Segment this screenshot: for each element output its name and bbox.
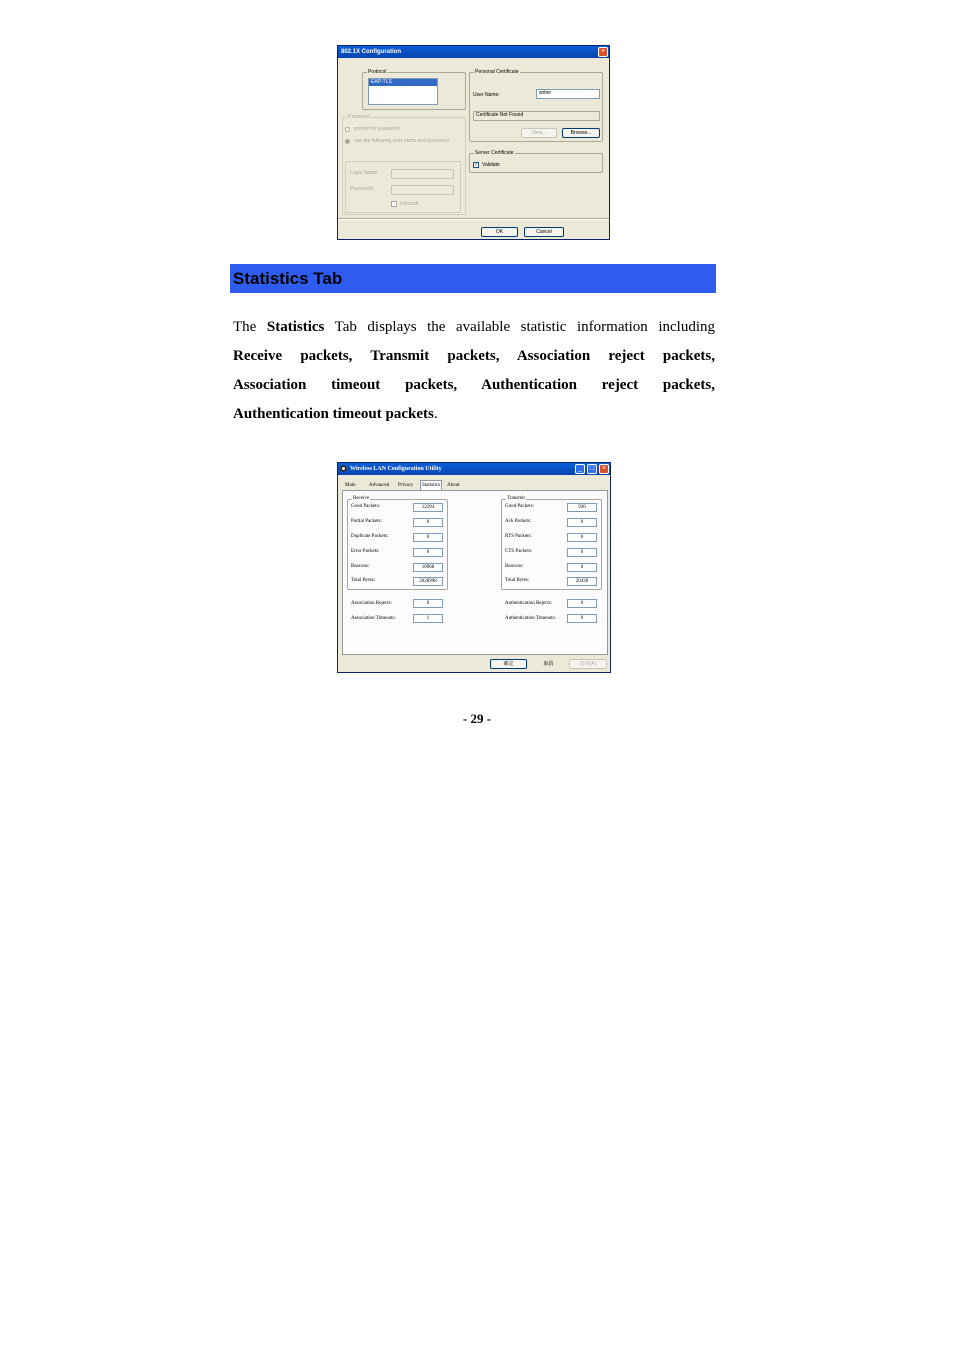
password-label: Password: (350, 186, 374, 192)
server-certificate-label: Server Certificate (475, 150, 514, 156)
page-number: - 29 - (462, 711, 492, 726)
statistics-panel (342, 490, 608, 655)
description-paragraph (233, 313, 715, 429)
transmit-group-label: Transmit (507, 496, 525, 501)
protocol-option-eap-tls[interactable]: EAP-TLS (369, 79, 437, 86)
dialog-8021x-titlebar (338, 46, 609, 58)
receive-good-packets-label: Good Packets: (351, 504, 381, 509)
user-name-input[interactable]: writer (536, 89, 600, 99)
validate-label: Validate (482, 162, 500, 168)
bold-run-auth-timeout: Authentication timeout packets (233, 406, 434, 422)
association-rejects-label: Association Rejects: (351, 601, 392, 606)
validate-checkbox[interactable]: ✓ (474, 162, 479, 168)
ok-button[interactable]: OK (481, 227, 518, 237)
transmit-cts-packets-value: 0 (567, 548, 597, 557)
receive-good-packets-value: 12294 (413, 503, 443, 512)
certificate-status-field: Certificate Not Found (473, 111, 600, 121)
transmit-cts-packets-label: CTS Packets: (505, 549, 533, 554)
receive-partial-packets-label: Partial Packets: (351, 519, 382, 524)
receive-duplicate-packets-label: Duplicate Packets: (351, 534, 389, 539)
authentication-timeouts-label: Authentication Timeouts: (505, 616, 556, 621)
paragraph-line-4 (233, 400, 715, 429)
cancel-button[interactable]: Cancel (524, 227, 564, 237)
receive-beacons-value: 10968 (413, 563, 443, 572)
maximize-icon[interactable]: □ (587, 464, 597, 474)
authentication-rejects-value: 0 (567, 599, 597, 608)
receive-partial-packets-value: 0 (413, 518, 443, 527)
minimize-icon[interactable]: _ (575, 464, 585, 474)
personal-certificate-label: Personal Certificate (475, 69, 519, 75)
receive-group (347, 496, 448, 590)
tab-about[interactable]: About (447, 483, 460, 488)
view-button[interactable]: View... (521, 128, 557, 138)
unmask-label: Unmask (400, 201, 419, 207)
transmit-rts-packets-value: 0 (567, 533, 597, 542)
receive-total-bytes-value: 2028998 (413, 577, 443, 586)
unmask-checkbox[interactable] (391, 201, 397, 207)
transmit-ack-packets-label: Ack Packets: (505, 519, 532, 524)
receive-error-packets-value: 0 (413, 548, 443, 557)
bold-run-packets: Association timeout packets, Authentication reject packets, (233, 377, 715, 393)
close-icon[interactable]: × (598, 47, 608, 57)
transmit-total-bytes-value: 20430 (567, 577, 597, 586)
bold-run-statistics: Statistics (266, 319, 325, 335)
text-run: Tab displays the available statistic information including (324, 319, 715, 335)
credentials-subgroup (345, 161, 461, 213)
wlan-app-icon (340, 465, 347, 472)
tab-privacy[interactable]: Privacy (398, 483, 414, 488)
section-heading-band (230, 264, 716, 293)
browse-button[interactable]: Browse... (562, 128, 600, 138)
paragraph-line-3 (233, 371, 715, 400)
radio-prompt-label: prompt for password (354, 126, 400, 132)
authentication-timeouts-value: 0 (567, 614, 597, 623)
receive-beacons-label: Beacons: (351, 564, 370, 569)
association-rejects-value: 0 (413, 599, 443, 608)
login-name-label: Login Name: (350, 170, 379, 176)
radio-prompt-password[interactable] (345, 127, 350, 132)
transmit-good-packets-value: 930 (567, 503, 597, 512)
dialog-wlan-screenshot (337, 462, 611, 673)
transmit-good-packets-label: Good Packets: (505, 504, 535, 509)
transmit-total-bytes-label: Total Bytes: (505, 578, 530, 583)
association-timeouts-label: Association Timeouts: (351, 616, 396, 621)
transmit-rts-packets-label: RTS Packets: (505, 534, 532, 539)
receive-group-label: Receive (353, 496, 370, 501)
close-icon[interactable]: × (599, 464, 609, 474)
transmit-group (501, 496, 602, 590)
bold-run-packets: Receive packets, Transmit packets, Association reject packets, (233, 348, 715, 364)
radio-use-credentials[interactable] (345, 139, 350, 144)
text-run: . (433, 406, 438, 422)
dialog-wlan-title: Wireless LAN Configuration Utility (350, 466, 442, 472)
user-name-label: User Name: (473, 92, 500, 98)
personal-certificate-group (469, 69, 603, 142)
receive-error-packets-label: Error Packets: (351, 549, 380, 554)
dialog-8021x-title: 802.1X Configuration (341, 49, 402, 55)
transmit-beacons-value: 0 (567, 563, 597, 572)
dialog-8021x-screenshot (337, 45, 610, 240)
tab-advanced[interactable]: Advanced (369, 483, 390, 488)
authentication-rejects-label: Authentication Rejects: (505, 601, 553, 606)
receive-total-bytes-label: Total Bytes: (351, 578, 376, 583)
receive-duplicate-packets-value: 0 (413, 533, 443, 542)
protocol-group-label: Protocol (368, 69, 387, 75)
wlan-ok-button[interactable]: 確定 (490, 659, 527, 669)
protocol-group (362, 69, 466, 110)
association-timeouts-value: 1 (413, 614, 443, 623)
wlan-apply-button[interactable]: 套用(A) (569, 659, 607, 669)
tab-statistics[interactable]: Statistics (420, 480, 442, 490)
transmit-ack-packets-value: 0 (567, 518, 597, 527)
tab-main[interactable]: Main (345, 483, 356, 488)
login-name-input[interactable] (391, 169, 454, 179)
dialog-8021x-divider (338, 218, 609, 220)
password-group (342, 114, 466, 215)
paragraph-line-1 (233, 313, 715, 342)
wlan-cancel-button[interactable]: 取消 (543, 661, 554, 667)
section-heading: Statistics Tab (233, 269, 343, 288)
paragraph-line-2 (233, 342, 715, 371)
server-certificate-group (469, 150, 603, 173)
dialog-wlan-titlebar (338, 463, 610, 475)
radio-use-label: use the following user name and password (354, 138, 449, 144)
protocol-list[interactable] (368, 78, 438, 105)
password-group-label: Password (348, 114, 370, 120)
transmit-beacons-label: Beacons: (505, 564, 524, 569)
password-input[interactable] (391, 185, 454, 195)
text-run: The (233, 319, 267, 335)
